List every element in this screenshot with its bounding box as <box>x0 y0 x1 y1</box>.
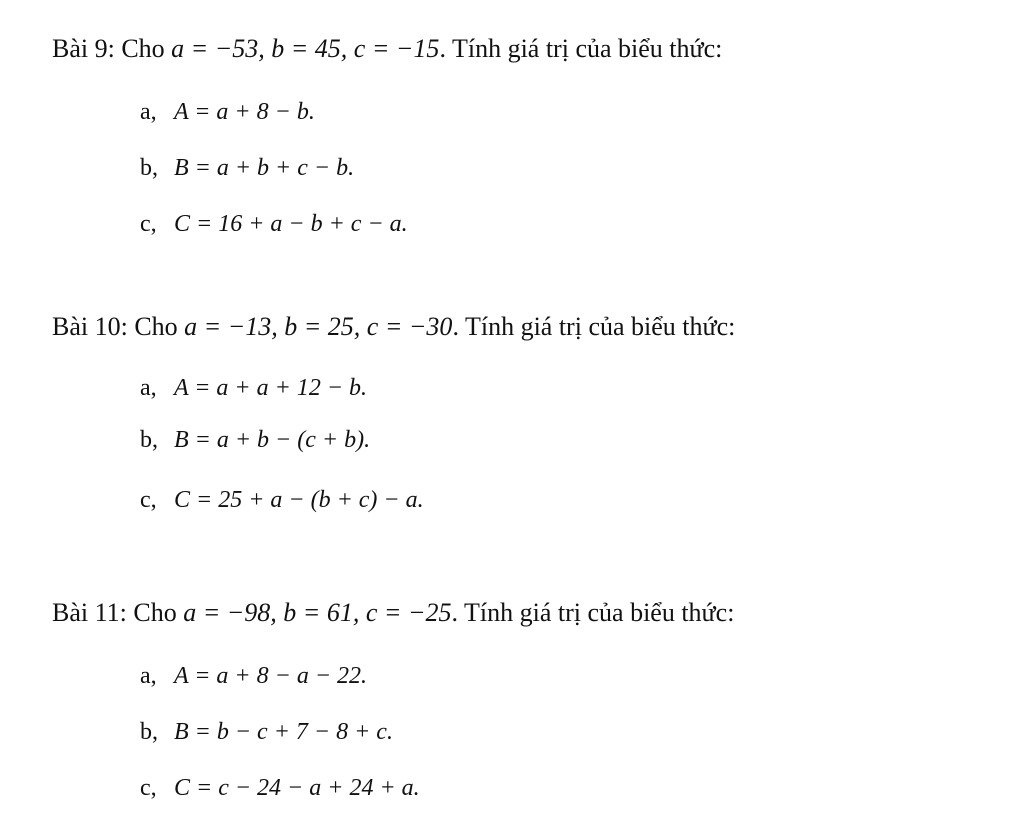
item-label: a, <box>140 375 157 401</box>
item-label: b, <box>140 427 158 453</box>
exercise-11-heading <box>52 600 734 626</box>
exercise-11-title: Bài 11: Cho <box>52 598 177 627</box>
exercise-9-item-b <box>140 156 354 180</box>
exercise-10-given: a = −13, b = 25, c = −30 <box>184 312 453 341</box>
item-label: b, <box>140 155 158 181</box>
item-expression: B = b − c + 7 − 8 + c. <box>174 719 393 745</box>
exercise-11-given: a = −98, b = 61, c = −25 <box>183 598 452 627</box>
exercise-9-heading <box>52 36 722 62</box>
item-label: a, <box>140 663 157 689</box>
item-expression: B = a + b + c − b. <box>174 155 355 181</box>
item-expression: C = 16 + a − b + c − a. <box>174 211 408 237</box>
item-expression: C = c − 24 − a + 24 + a. <box>174 775 420 801</box>
item-label: b, <box>140 719 158 745</box>
exercise-10-item-b <box>140 428 370 452</box>
item-expression: A = a + a + 12 − b. <box>174 375 368 401</box>
item-label: a, <box>140 99 157 125</box>
exercise-9-given: a = −53, b = 45, c = −15 <box>171 34 440 63</box>
item-expression: A = a + 8 − b. <box>174 99 315 125</box>
exercise-11-item-a <box>140 664 367 688</box>
exercise-11-task: . Tính giá trị của biểu thức: <box>451 598 735 627</box>
item-label: c, <box>140 487 157 513</box>
exercise-9-task: . Tính giá trị của biểu thức: <box>439 34 723 63</box>
exercise-11-item-b <box>140 720 393 744</box>
item-label: c, <box>140 775 157 801</box>
exercise-10-heading <box>52 314 735 340</box>
exercise-10-item-a <box>140 376 367 400</box>
exercise-10-title: Bài 10: Cho <box>52 312 178 341</box>
item-expression: C = 25 + a − (b + c) − a. <box>174 487 424 513</box>
item-expression: B = a + b − (c + b). <box>174 427 371 453</box>
exercise-9-item-a <box>140 100 315 124</box>
exercise-10-item-c <box>140 488 424 512</box>
item-label: c, <box>140 211 157 237</box>
exercise-11-item-c <box>140 776 420 800</box>
exercise-9-title: Bài 9: Cho <box>52 34 165 63</box>
exercise-10-task: . Tính giá trị của biểu thức: <box>452 312 736 341</box>
item-expression: A = a + 8 − a − 22. <box>174 663 368 689</box>
exercise-9-item-c <box>140 212 408 236</box>
